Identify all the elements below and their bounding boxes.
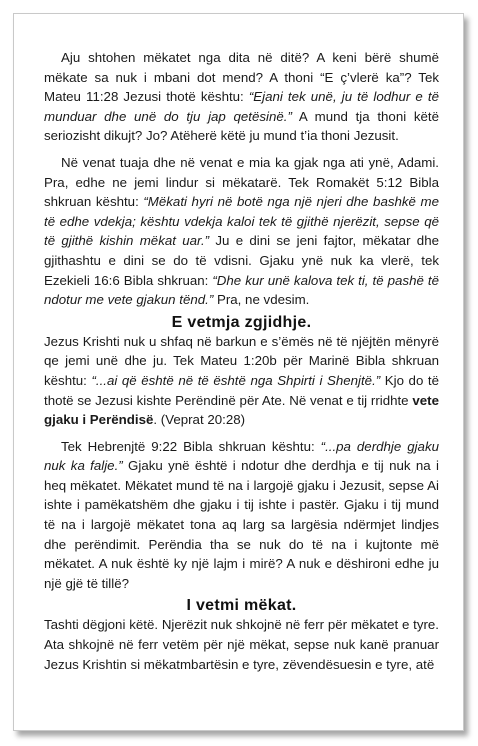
section-heading-only-sin: I vetmi mëkat. <box>186 597 297 615</box>
paragraph-hebrews: Tek Hebrenjtë 9:22 Bibla shkruan kështu: “...pa derdhje gjaku nuk ka falje.” Gjaku ynë është i ndotur dhe derdhja e tij nuk na i heq mëkatet. Mëkatet mund të na i largojë gjaku i Jezusit, sepse Ai ishte i pamëkatshëm dhe gjaku i tij ishte i pastër. Gjaku i tij mund të na i largojë mëkatet tona aq larg sa largësia ndërmjet lindjes dhe perëndimit. Perëndia tha se nuk do të na i kujtonte më mëkatet. A nuk është ky një lajm i mirë? A nuk e dëshironi edhe ju një gjë të tillë? <box>44 438 439 591</box>
paragraph-sins-grow: Aju shtohen mëkatet nga dita në ditë? A keni bërë shumë mëkate sa nuk i mbani dot mend? A thoni “E ç’vlerë ka”? Tek Mateu 11:28 Jezusi thotë kështu: “Ejani tek unë, ju të lodhur e të munduar dhe unë do tju jap qetësinë.” A mund tja thoni këtë seriozisht dikujt? Jo? Atëherë këtë ju mund t’ia thoni Jezusit. <box>44 50 439 144</box>
page-sheet <box>13 13 464 731</box>
document-body <box>44 48 439 674</box>
paragraph-jesus-birth: Jezus Krishti nuk u shfaq në barkun e s’ëmës në të njëjtën mënyrë qe jemi unë dhe ju. Tek Mateu 1:20b për Marinë Bibla shkruan kështu: “...ai që është në të është nga Shpirti i Shenjtë.” Kjo do të thotë se Jezusi kishte Perëndinë për Ate. Në venat e tij rridhte vete gjaku i Perëndisë. (Veprat 20:28) <box>44 333 440 428</box>
section-heading-only-solution: E vetmja zgjidhje. <box>171 313 312 331</box>
paragraph-only-sin: Tashti dëgjoni këtë. Njerëzit nuk shkojnë në ferr për mëkatet e tyre. Ata shkojnë në ferr vetëm për një mëkat, sepse nuk kanë pranuar Jezus Krishtin si mëkatmbartësin e tyre, zëvendësuesin e tyre, atë <box>44 617 439 672</box>
paragraph-adam-blood: Në venat tuaja dhe në venat e mia ka gjak nga ati ynë, Adami. Pra, edhe ne jemi lindur si mëkatarë. Tek Romakët 5:12 Bibla shkruan kështu: “Mëkati hyri në botë nga një njeri dhe bashkë me të edhe vdekja; kështu vdekja kaloi tek të gjithë njerëzit, sepse që të gjithë kishin mëkat uar.” Ju e dini se jeni fajtor, mëkatar dhe gjithashtu e dini se do të vdisni. Gjaku ynë nuk ka vlerë, tek Ezekieli 16:6 Bibla shkruan: “Dhe kur unë kalova tek ti, të pashë të ndotur me vete gjakun tënd.” Pra, ne vdesim. <box>44 154 439 308</box>
